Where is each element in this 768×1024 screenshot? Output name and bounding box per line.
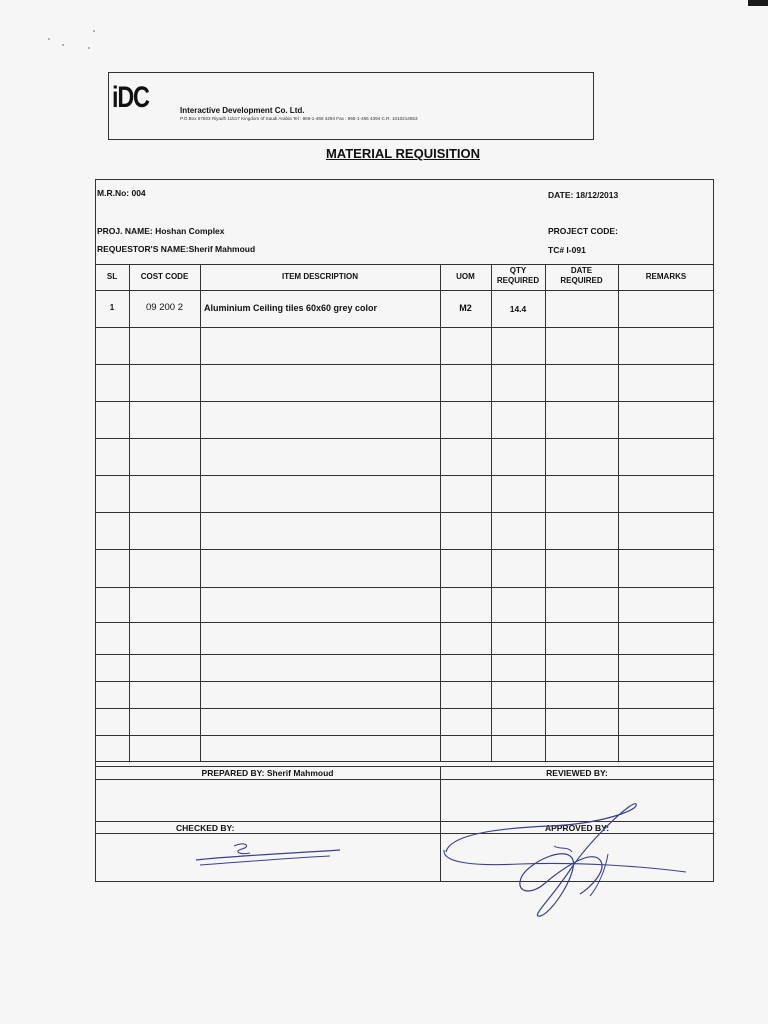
table-border [95,264,714,265]
column-header-date-required [545,266,618,286]
reviewed-by-label: REVIEWED BY: [546,768,608,778]
approved-by-label: APPROVED BY: [544,823,610,833]
table-border [95,654,714,655]
column-header-date-line1: DATE [570,266,593,275]
table-border [440,264,441,761]
section-border [95,779,714,780]
column-header-qty-line1: QTY [509,266,527,275]
column-header-qty-required [491,266,545,286]
scan-speck [93,30,95,32]
table-border [95,401,714,402]
scan-corner-mark [748,0,768,6]
column-header-date-line2: REQUIRED [560,276,603,285]
table-border [95,681,714,682]
cell-cost-code: 09 200 2 [146,302,183,313]
document-title: MATERIAL REQUISITION [325,146,481,161]
checked-by-label: CHECKED BY: [176,823,235,833]
section-border [95,821,714,822]
scan-speck [88,47,90,49]
company-address: P.O.Box 67503 Riyadh 11517 Kingdom of Saudi Arabia Tel : 966-1-466 4294 Fax : 966-1-466 4394 C.R. 1010214553 [180,116,418,121]
requisition-date: DATE: 18/12/2013 [548,190,619,200]
table-border [95,512,714,513]
column-header-cost-code: COST CODE [140,272,189,281]
table-border [491,264,492,761]
section-border [95,766,714,767]
table-border [95,549,714,550]
company-logo: iDC [112,81,149,114]
table-border [95,290,714,291]
table-border [95,475,714,476]
column-header-item-description: ITEM DESCRIPTION [281,272,358,281]
company-name: Interactive Development Co. Ltd. [180,106,305,115]
section-border [95,833,714,834]
table-border [129,264,130,761]
table-border [618,264,619,761]
table-border [95,364,714,365]
cell-uom: M2 [459,303,472,313]
tc-number: TC# I-091 [548,245,586,255]
scan-speck [62,44,64,46]
table-border [95,708,714,709]
project-name: PROJ. NAME: Hoshan Complex [97,226,225,236]
project-code-label: PROJECT CODE: [548,226,618,236]
column-header-sl: SL [106,272,118,281]
scan-speck [48,38,50,40]
column-header-remarks: REMARKS [645,272,687,281]
column-header-qty-line2: REQUIRED [496,276,540,285]
table-border [95,327,714,328]
prepared-by-label: PREPARED BY: Sherif Mahmoud [201,768,334,778]
table-border [95,587,714,588]
table-border [95,438,714,439]
column-header-uom: UOM [456,272,475,281]
cell-sl: 1 [109,303,115,312]
requestor-name: REQUESTOR'S NAME:Sherif Mahmoud [97,244,256,254]
table-border [95,761,714,762]
table-border [545,264,546,761]
table-border [95,622,714,623]
cell-qty-required: 14.4 [509,304,527,314]
cell-item-description: Aluminium Ceiling tiles 60x60 grey color [204,303,378,313]
mr-number: M.R.No: 004 [97,188,146,198]
table-border [95,735,714,736]
table-border [200,264,201,761]
